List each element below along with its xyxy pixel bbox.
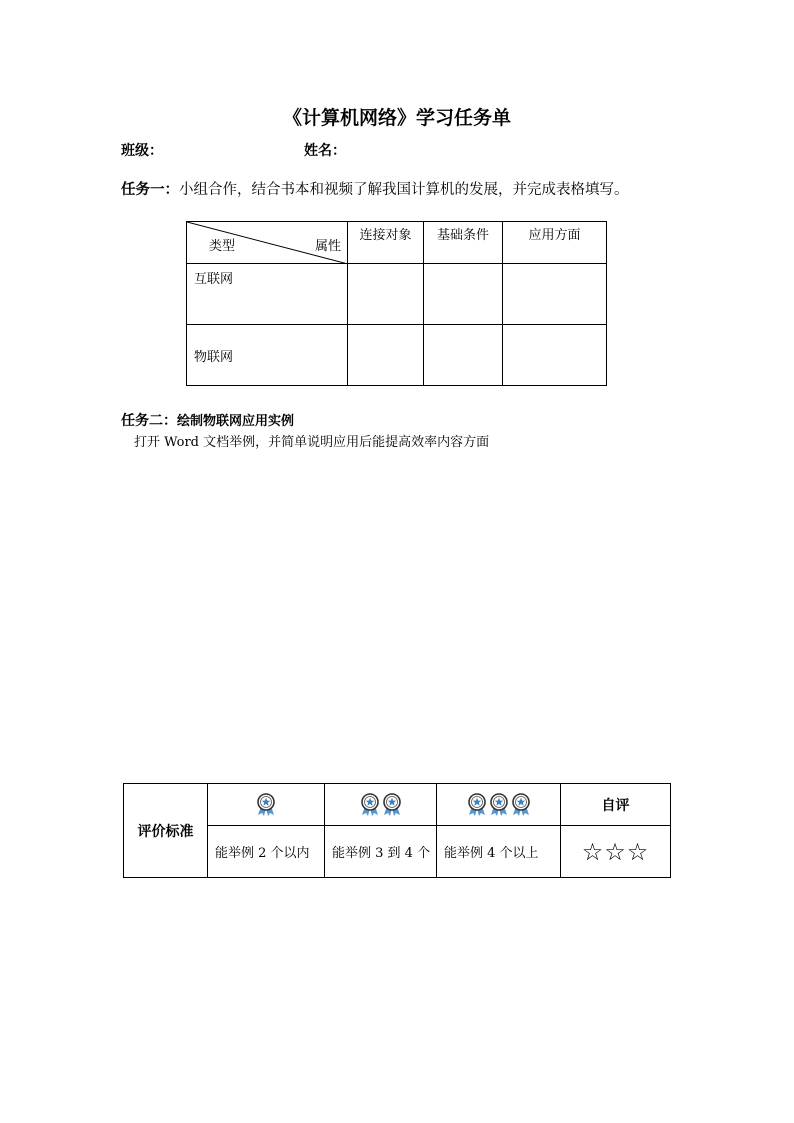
award-ribbon-icon [511,793,531,817]
award-ribbon-icon [382,793,402,817]
name-label: 姓名： [304,143,346,159]
task2-heading-text: 绘制物联网应用实例 [177,414,295,429]
award-ribbon-icon [489,793,509,817]
cell-internet-connection[interactable] [348,264,424,325]
award-ribbon-icon [360,793,380,817]
self-evaluation-header: 自评 [561,784,671,826]
task1-paragraph [121,179,661,201]
column-header-applications: 应用方面 [503,222,607,264]
award-ribbon-icon [467,793,487,817]
cell-internet-conditions[interactable] [424,264,503,325]
task1-text: 小组合作，结合书本和视频了解我国计算机的发展，并完成表格填写。 [179,182,629,198]
task2-heading [121,410,294,430]
corner-label-attribute: 属性 [314,239,341,254]
level-2-criterion: 能举例 3 到 4 个 [325,826,437,878]
task1-label: 任务一： [121,181,179,198]
cell-iot-connection[interactable] [348,325,424,386]
level-3-medals [437,784,561,826]
level-3-criterion: 能举例 4 个以上 [437,826,561,878]
class-label: 班级： [121,143,163,159]
cell-internet-applications[interactable] [503,264,607,325]
evaluation-table [123,783,671,878]
row-label-iot: 物联网 [187,325,348,386]
level-1-criterion: 能举例 2 个以内 [208,826,325,878]
row-label-internet: 互联网 [187,264,348,325]
corner-header-cell [187,222,348,264]
column-header-basic-conditions: 基础条件 [424,222,503,264]
award-ribbon-icon [256,793,276,817]
self-rating-stars[interactable]: ☆☆☆ [561,826,671,878]
cell-iot-conditions[interactable] [424,325,503,386]
task1-table [186,221,607,386]
cell-iot-applications[interactable] [503,325,607,386]
level-1-medals [208,784,325,826]
task2-description: 打开 Word 文档举例，并简单说明应用后能提高效率内容方面 [134,435,490,450]
task2-label: 任务二： [121,413,177,429]
corner-label-type: 类型 [209,239,236,254]
column-header-connection-objects: 连接对象 [348,222,424,264]
level-2-medals [325,784,437,826]
evaluation-row-label: 评价标准 [124,784,208,878]
page-title: 《计算机网络》学习任务单 [282,107,511,129]
